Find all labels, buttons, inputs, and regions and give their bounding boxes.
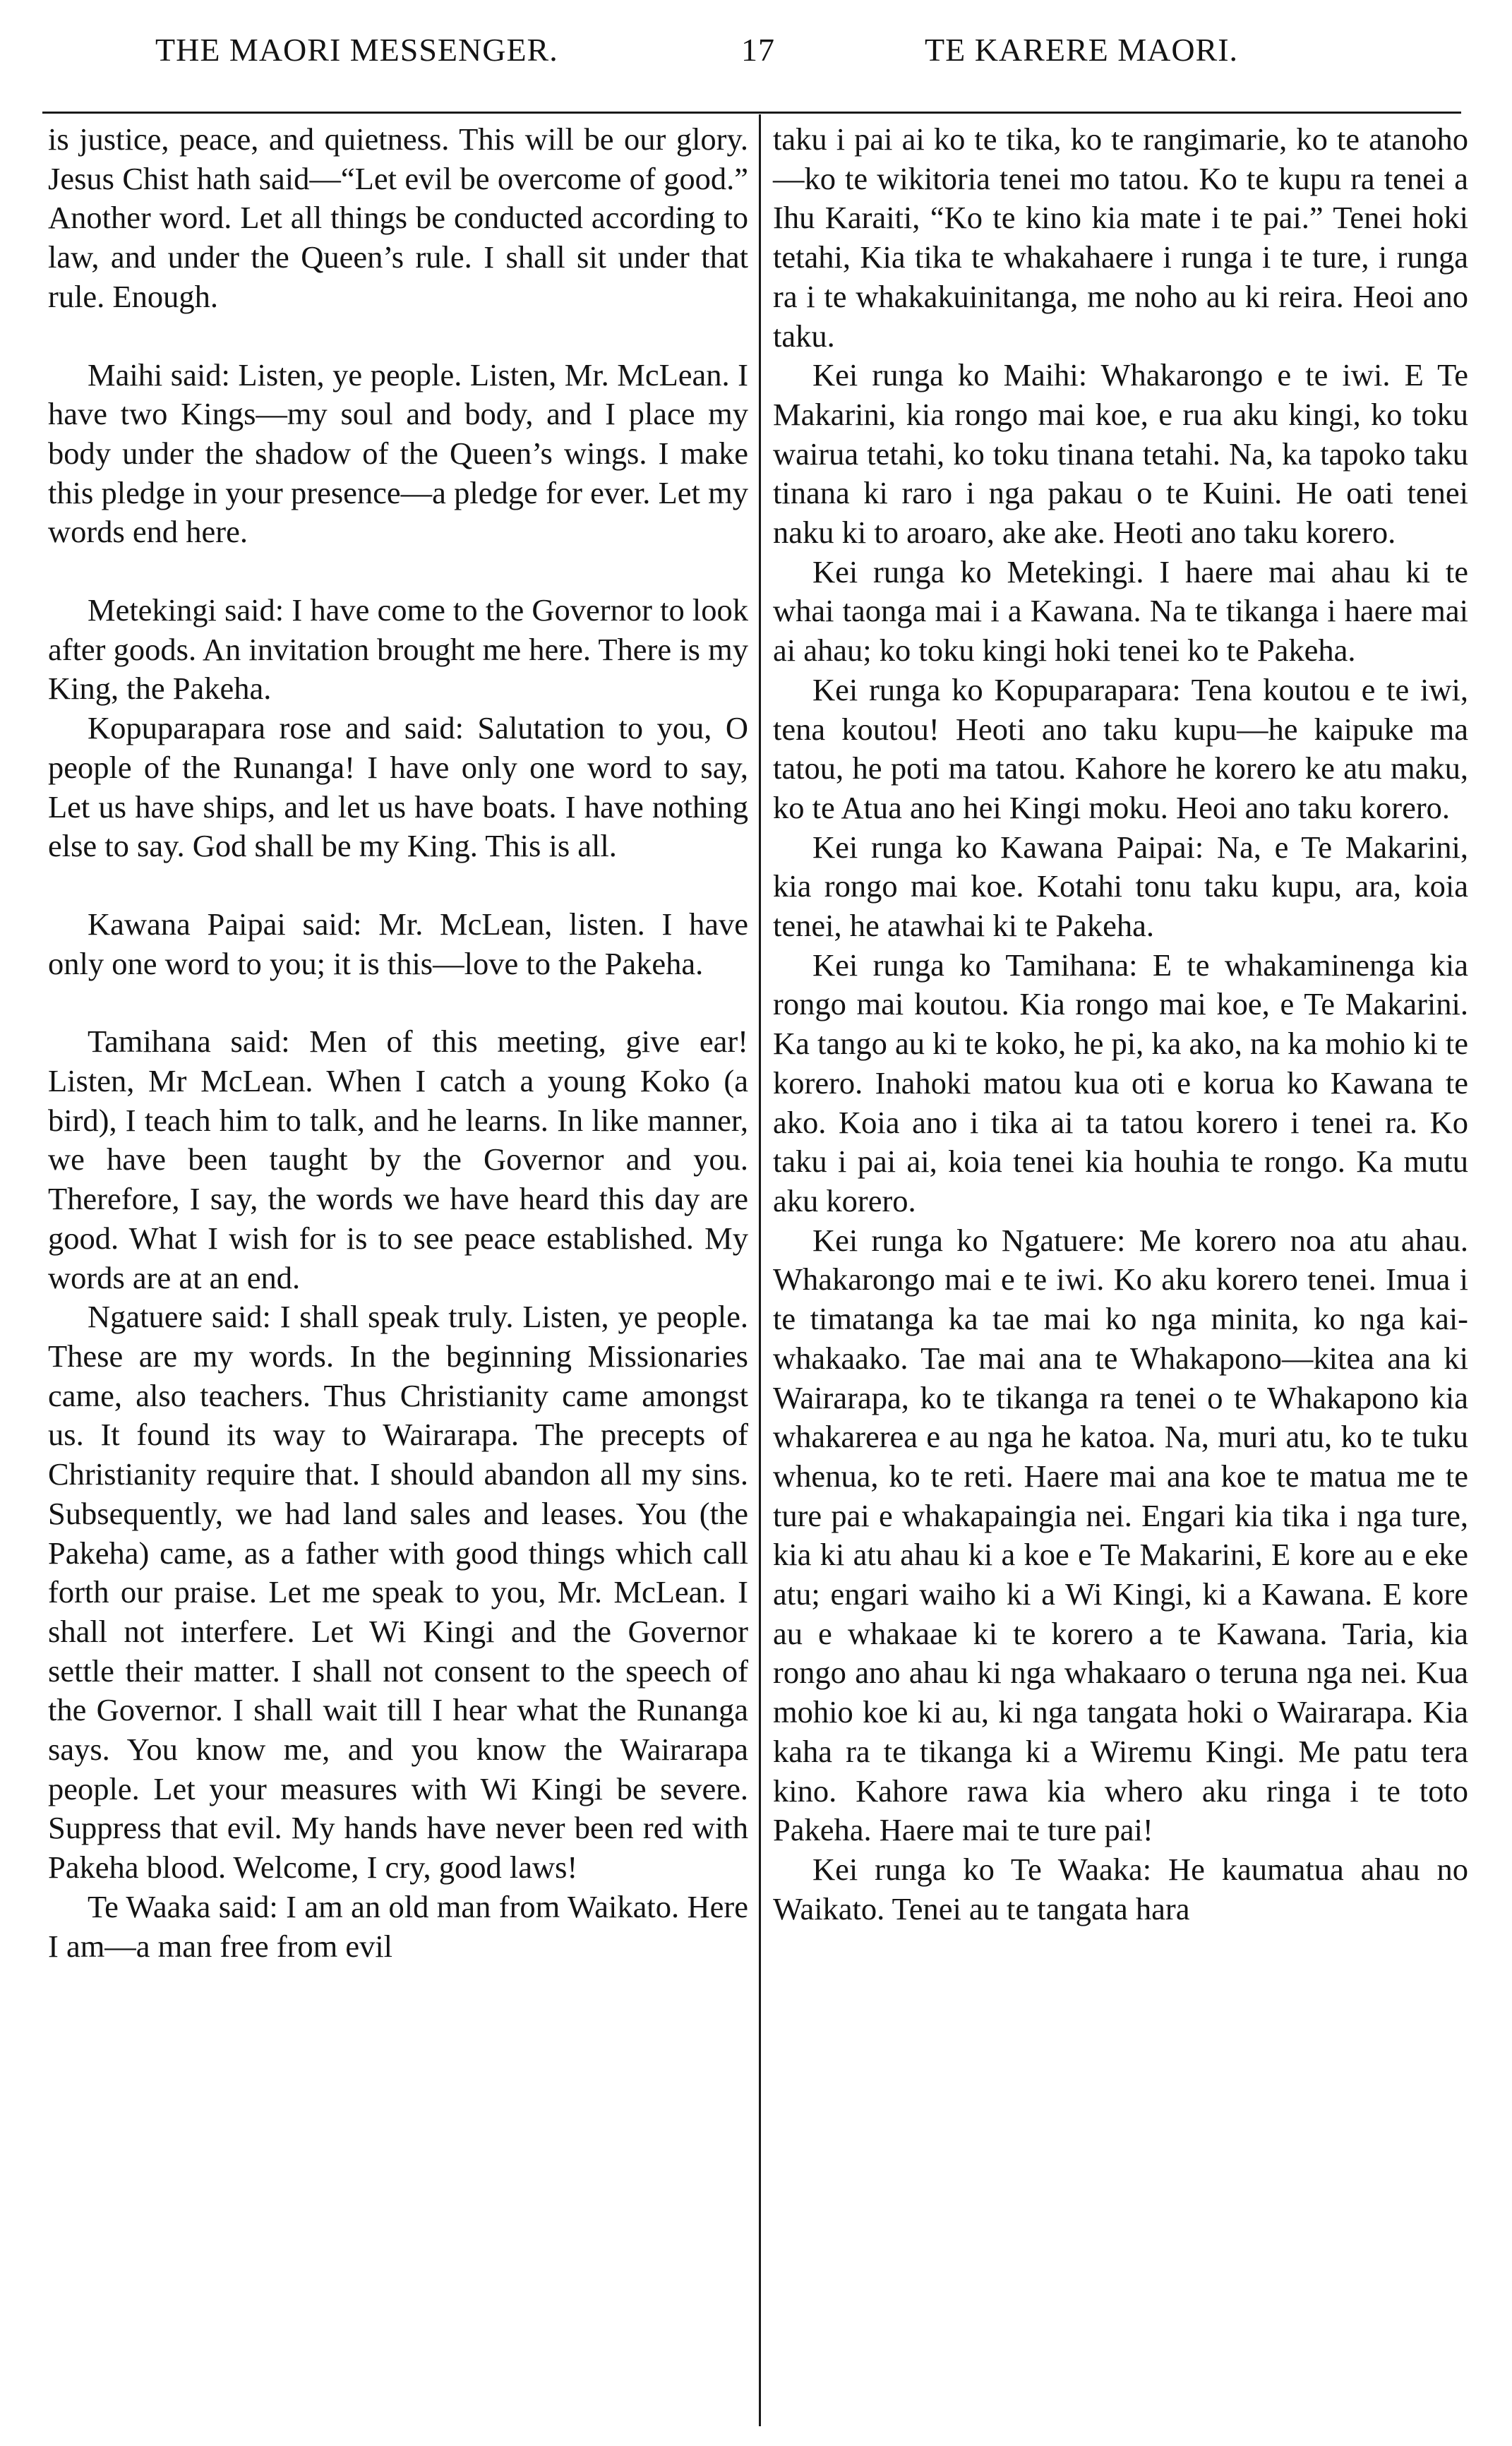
paragraph-tamihana: Tamihana said: Men of this meeting, give ear! Listen, Mr McLean. When I catch a young Koko (a bird), I teach him to talk, and he learns. In like manner, we have been taught by the Governor and you. Therefore, I say, the words we have heard this day are good. What I wish for is to see peace established. My words are at an end. [48,1024,748,1295]
english-masthead: THE MAORI MESSENGER. [155,32,558,68]
paragraph-ngatuere-maori: Kei runga ko Ngatuere: Me korero noa atu ahau. Whakarongo mai e te iwi. Ko aku korero tenei. Imua i te timatanga ka tae mai ko nga minita, ko nga kai-whakaako. Tae mai ana te Whakapono—kitea ana ki Wairarapa, ko te tikanga ra tenei o te Whakapono kia whakarerea e au nga he katoa. Na, muri atu, ko te tuku whenua, ko te reti. Haere mai ana koe te matua me te ture pai e whakapaingia nei. Engari kia tika i nga ture, kia ki atu ahau ki a koe e Te Makarini, E kore au e eke atu; engari waiho ki a Wi Kingi, ki a Kawana. E kore au e whakaae ki te korero a te Kawana. Taria, kia rongo ano ahau ki nga whakaaro o teruna nga nei. Kua mohio koe ki au, ki nga tangata hoki o Wairarapa. Kia kaha ra te tikanga ki a Wiremu Kingi. Me patu tera kino. Kahore rawa kia whero aku ringa i te toto Pakeha. Haere mai te ture pai! [773,1222,1468,1848]
paragraph-kawana-paipai: Kawana Paipai said: Mr. McLean, listen. I have only one word to you; it is this—love to the Pakeha. [48,906,748,981]
paragraph-tamihana-maori: Kei runga ko Tamihana: E te whakaminenga kia rongo mai koutou. Kia rongo mai koe, e Te Makarini. Ka tango au ki te koko, he pi, ka ako, na ka mohio ki te korero. Inahoki matou kua oti e korua ko Kawana te ako. Koia ano i tika ai ta tatou korero i tenei ra. Ko taku i pai ai, koia tenei kia houhia te rongo. Ka mutu aku korero. [773,947,1468,1218]
paragraph-ngatuere: Ngatuere said: I shall speak truly. Listen, ye people. These are my words. In the beginning Missionaries came, also teachers. Thus Christianity came amongst us. It found its way to Wairarapa. The precepts of Christianity require that. I should abandon all my sins. Subsequently, we had land sales and leases. You (the Pakeha) came, as a father with good things which call forth our praise. Let me speak to you, Mr. McLean. I shall not interfere. Let Wi Kingi and the Governor settle their matter. I shall not consent to the speech of the Governor. I shall wait till I hear what the Runanga says. You know me, and you know the Wairarapa people. Let your measures with Wi Kingi be severe. Suppress that evil. My hands have never been red with Pakeha blood. Welcome, I cry, good laws! [48,1299,748,1886]
paragraph-kopuparapara-maori: Kei runga ko Kopuparapara: Tena koutou e te iwi, tena koutou! Heoti ano taku kupu—he kaipuke ma tatou, he poti ma tatou. Kahore he korero ke atu maku, ko te Atua ano hei Kingi moku. Heoi ano taku korero. [773,671,1468,825]
paragraph-maihi: Maihi said: Listen, ye people. Listen, Mr. McLean. I have two Kings—my soul and body, and I place my body under the shadow of the Queen’s wings. I make this pledge in your presence—a pledge for ever. Let my words end here. [48,356,748,550]
paragraph-te-waaka: Te Waaka said: I am an old man from Waikato. Here I am—a man free from evil [48,1888,748,1964]
maori-masthead: TE KARERE MAORI. [925,32,1239,68]
paragraph-continuation: is justice, peace, and quietness. This will be our glory. Jesus Chist hath said—“Let evil be overcome of good.” Another word. Let all things be conducted according to law, and under the Queen’s rule. I shall sit under that rule. Enough. [48,121,748,314]
column-divider [759,114,761,2426]
paragraph-continuation-maori: taku i pai ai ko te tika, ko te rangimarie, ko te atanoho—ko te wikitoria tenei mo tatou. Ko te kupu ra tenei a Ihu Karaiti, “Ko te kino kia mate i te pai.” Tenei hoki tetahi, Kia tika te whakahaere i runga i te ture, i runga ra i te whakakuinitanga, me noho au ki reira. Heoi ano taku. [773,121,1468,354]
paragraph-metekingi: Metekingi said: I have come to the Governor to look after goods. An invitation brought me here. There is my King, the Pakeha. [48,592,748,707]
page-number: 17 [741,32,775,68]
paragraph-maihi-maori: Kei runga ko Maihi: Whakarongo e te iwi. E Te Makarini, kia rongo mai koe, e rua aku kingi, ko toku wairua tetahi, ko toku tinana tetahi. Na, ka tapoko taku tinana ki raro i nga pakau o te Kuini. He oati tenei naku ki to aroaro, ake ake. Heoti ano taku korero. [773,357,1468,551]
paragraph-kopuparapara: Kopuparapara rose and said: Salutation to you, O people of the Runanga! I have only one word to say, Let us have ships, and let us have boats. I have nothing else to say. God shall be my King. This is all. [48,710,748,864]
paragraph-kawana-paipai-maori: Kei runga ko Kawana Paipai: Na, e Te Makarini, kia rongo mai koe. Kotahi tonu taku kupu, ara, koia tenei, he atawhai ki te Pakeha. [773,829,1468,944]
paragraph-te-waaka-maori: Kei runga ko Te Waaka: He kaumatua ahau no Waikato. Tenei au te tangata hara [773,1851,1468,1926]
paragraph-metekingi-maori: Kei runga ko Metekingi. I haere mai ahau ki te whai taonga mai i a Kawana. Na te tikanga i haere mai ai ahau; ko toku kingi hoki tenei ko te Pakeha. [773,553,1468,669]
maori-column [773,120,1468,1929]
header-rule [42,112,1461,114]
page-header [42,31,1470,80]
english-column [48,120,748,1966]
